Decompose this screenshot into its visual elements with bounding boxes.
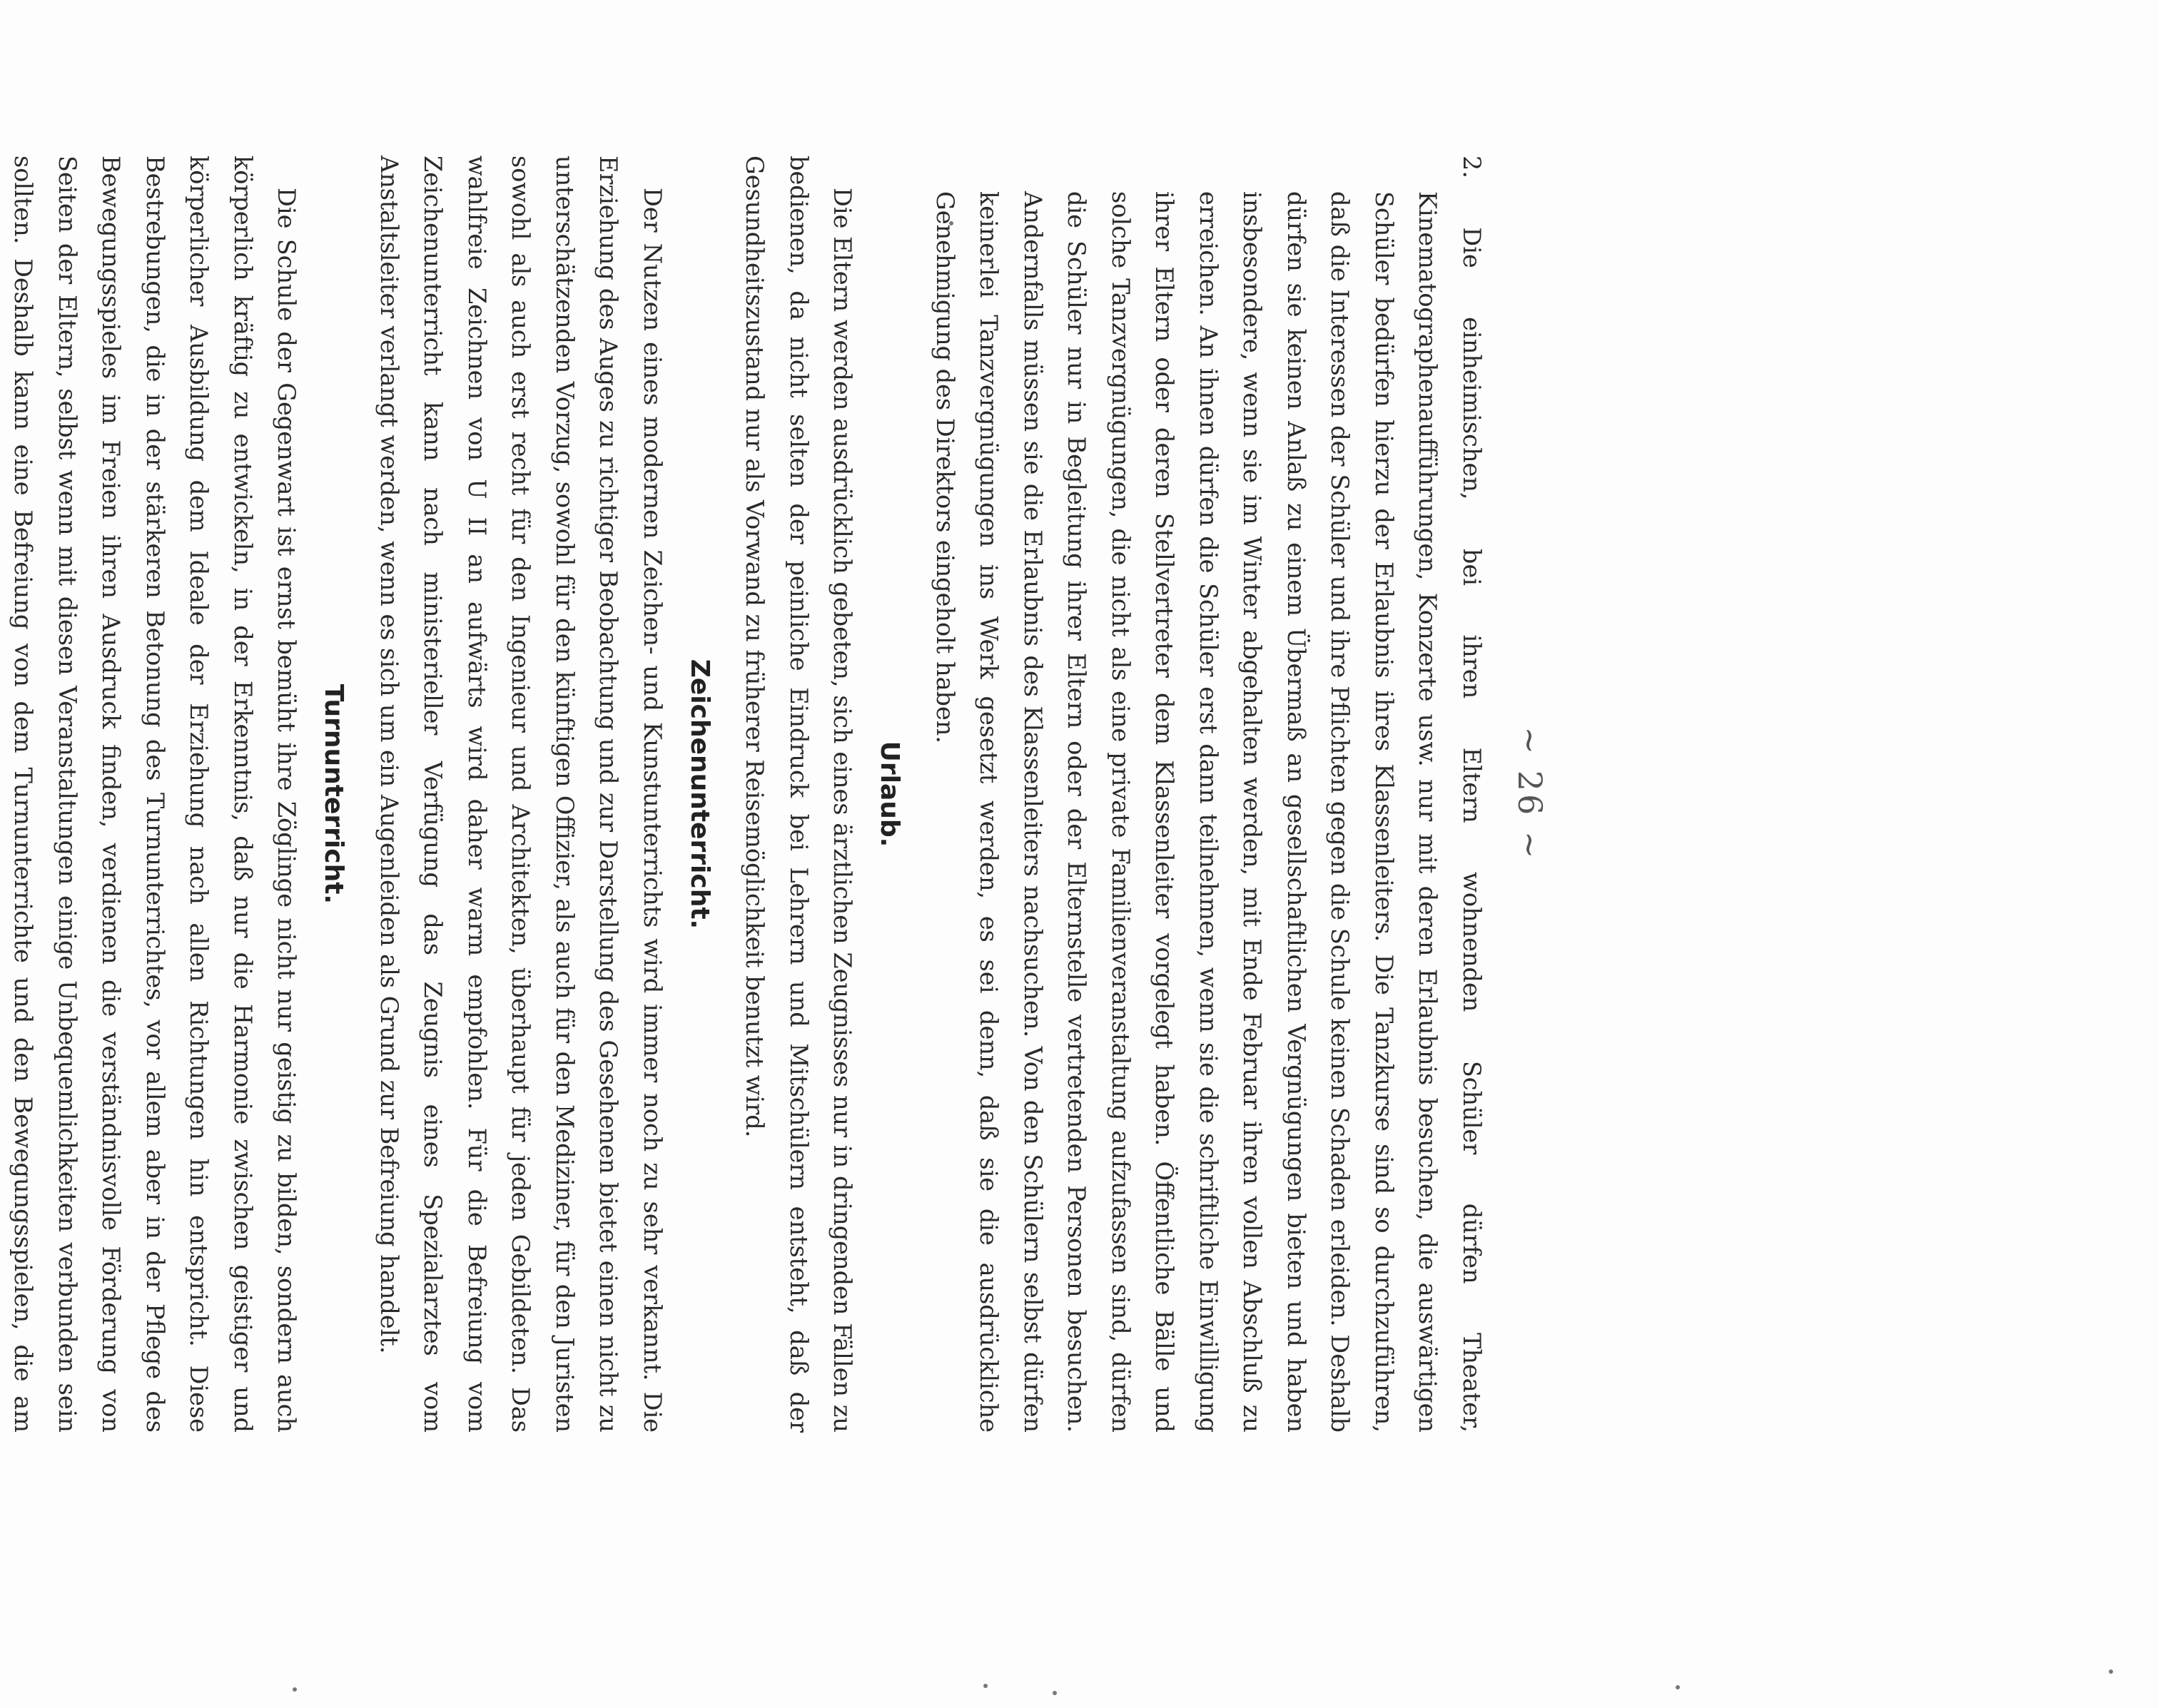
paragraph-zeichenunterricht: Der Nutzen eines modernen Zeichen- und Kunstunterrichts wird immer noch zu sehr verkannt. Die Erziehung des Auges zu richtiger Beobachtung und zur Darstellung des Gesehenen bietet einen nicht zu unterschätzenden Vorzug, sowohl für den künftigen Offizier, als auch für den Mediziner, für den Juristen sowohl als auch erst recht für den Ingenieur und Architekten, überhaupt für jeden Gebildeten. Das wahlfreie Zeichnen von U II an aufwärts wird daher warm empfohlen. Für die Befreiung vom Zeichenunterricht kann nach ministerieller Verfügung das Zeugnis eines Spezialarztes vom Anstaltsleiter verlangt werden, wenn es sich um ein Augenleiden als Grund zur Befreiung handelt. [375,156,667,1433]
heading-urlaub: Urlaub. [875,741,905,848]
page-number-value: 26 [1511,770,1549,818]
page-number: ~ 26 ~ [1511,726,1549,862]
paragraph-urlaub: Die Eltern werden ausdrücklich gebeten, sich eines ärztlichen Zeugnisses nur in dringenden Fällen zu bedienen, da nicht selten der peinliche Eindruck bei Lehrern und Mitschülern entsteht, daß der Gesundheitszustand nur als Vorwand zu früherer Reisemöglichkeit benutzt wird. [741,156,857,1433]
paragraph-turnunterricht: Die Schule der Gegenwart ist ernst bemüht ihre Zöglinge nicht nur geistig zu bilden, sondern auch körperlich kräftig zu entwickeln, in der Erkenntnis, daß nur die Harmonie zwischen geistiger und körperlicher Ausbildung dem Ideale der Erziehung nach allen Richtungen hin entspricht. Diese Bestrebungen, die in der stärkeren Betonung des Turnunterrichtes, vor allem aber in der Pflege des Bewegungsspieles im Freien ihren Ausdruck finden, verdienen die verständnisvolle Förderung von Seiten der Eltern, selbst wenn mit diesen Veranstaltungen einige Unbequemlichkeiten verbunden sein sollten. Deshalb kann eine Befreiung von dem Turnunterrichte und den Bewegungsspielen, die am [9,156,301,1433]
item-2-paragraph: 2. Die einheimischen, bei ihren Eltern wohnenden Schüler dürfen Theater, Kinematographenaufführungen, Konzerte usw. nur mit deren Erlaubnis besuchen, die auswärtigen Schüler bedürfen hierzu der Erlaubnis ihres Klassenleiters. Die Tanzkurse sind so durchzuführen, daß die Interessen der Schüler und ihre Pflichten gegen die Schule keinen Schaden erleiden. Deshalb dürfen sie keinen Anlaß zu einem Übermaß an gesellschaftlichen Vergnügungen bieten und haben insbesondere, wenn sie im Winter abgehalten werden, mit Ende Februar ihren vollen Abschluß zu erreichen. An ihnen dürfen die Schüler erst dann teilnehmen, wenn sie die schriftliche Einwilligung ihrer Eltern oder deren Stellvertreter dem Klassenleiter vorgelegt haben. Öffentliche Bälle und solche Tanzvergnügungen, die nicht als eine private Familienveranstaltung aufzufassen sind, dürfen die Schüler nur in Begleitung ihrer Eltern oder der Elternstelle vertretenden Personen besuchen. Andernfalls müssen sie die Erlaubnis des Klassenleiters nachsuchen. Von den Schülern selbst dürfen keinerlei Tanzvergnügungen ins Werk gesetzt werden, es sei denn, daß sie die ausdrückliche Genehmigung des Direktors eingeholt haben. [931,156,1486,1433]
page-content [0,156,1494,1433]
heading-zeichenunterricht: Zeichenunterricht. [685,659,714,930]
heading-turnunterricht: Turnunterricht. [319,683,349,905]
rotated-text-block [9,141,1565,1447]
